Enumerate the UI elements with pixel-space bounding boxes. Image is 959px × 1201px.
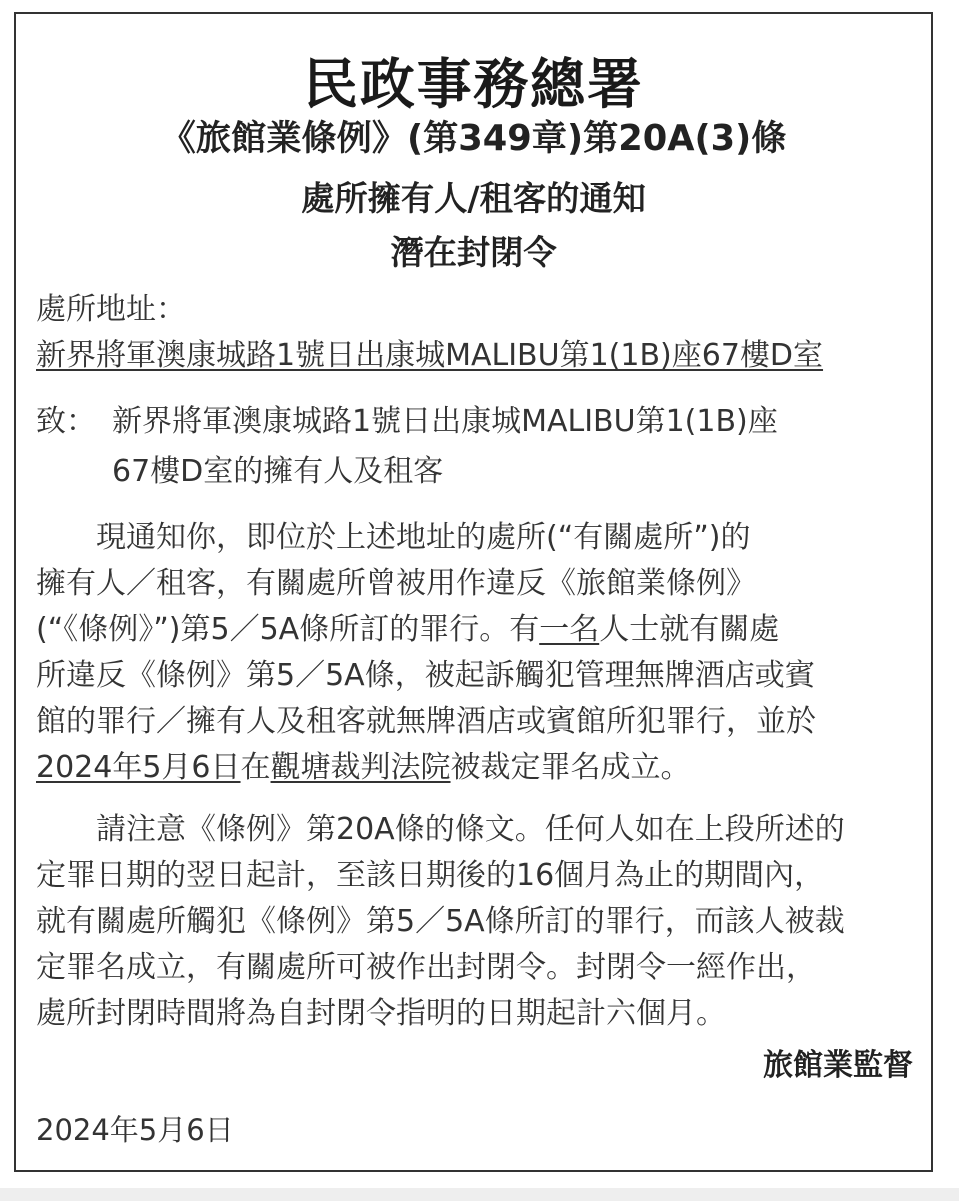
paragraph-line [36, 988, 918, 1034]
text-line: 就有關處所觸犯《條例》第5／5A條所訂的罪行，而該人被裁 [36, 904, 845, 939]
paragraph-line [36, 942, 918, 988]
notice-date: 2024年5月6日 [36, 1113, 234, 1147]
notice-frame [14, 12, 933, 1172]
paragraph-line [36, 804, 918, 850]
conviction-date: 2024年5月6日 [36, 750, 241, 785]
paragraph-closure-order [36, 804, 918, 1034]
paragraph-line [36, 650, 918, 696]
text-line: 館的罪行／擁有人及租客就無牌酒店或賓館所犯罪行，並於 [36, 704, 816, 739]
offender-count: 一名 [539, 612, 600, 647]
paragraph-line [36, 896, 918, 942]
text-line: 被裁定罪名成立。 [450, 750, 691, 785]
paragraph-line [36, 742, 918, 788]
text-line: 定罪日期的翌日起計，至該日期後的16個月為止的期間內， [36, 858, 825, 893]
paragraph-offence [36, 512, 918, 788]
paragraph-line [36, 512, 918, 558]
premises-address: 新界將軍澳康城路1號日出康城MALIBU第1(1B)座67樓D室 [36, 338, 824, 373]
page-bottom-strip [0, 1188, 959, 1201]
paragraph-line [36, 696, 918, 742]
paragraph-line [36, 558, 918, 604]
text-line: 處所封閉時間將為自封閉令指明的日期起計六個月。 [36, 996, 726, 1031]
recipient-label: 致： [36, 404, 96, 439]
text-line: 現通知你，即位於上述地址的處所(“有關處所”)的 [36, 520, 751, 555]
signatory: 旅館業監督 [763, 1048, 913, 1083]
text-line: 定罪名成立，有關處所可被作出封閉令。封閉令一經作出， [36, 950, 816, 985]
text-connector: 在 [240, 750, 271, 785]
text-line: 擁有人／租客，有關處所曾被用作違反《旅館業條例》 [36, 566, 756, 601]
premises-address-label: 處所地址： [36, 292, 186, 327]
notice-subtitle: 潛在封閉令 [390, 233, 557, 272]
text-line: 所違反《條例》第5／5A條，被起訴觸犯管理無牌酒店或賓 [36, 658, 815, 693]
court-name: 觀塘裁判法院 [270, 750, 451, 785]
recipient-line-2: 67樓D室的擁有人及租客 [112, 454, 444, 489]
recipient-line-1: 新界將軍澳康城路1號日出康城MALIBU第1(1B)座 [112, 404, 778, 439]
department-title: 民政事務總署 [303, 52, 644, 116]
paragraph-line [36, 850, 918, 896]
notice-title: 處所擁有人/租客的通知 [301, 179, 646, 218]
paragraph-line [36, 604, 918, 650]
text-line: (“《條例》”)第5／5A條所訂的罪行。有 [36, 612, 540, 647]
ordinance-reference: 《旅館業條例》(第349章)第20A(3)條 [160, 118, 787, 159]
text-line: 人士就有關處 [599, 612, 780, 647]
text-line: 請注意《條例》第20A條的條文。任何人如在上段所述的 [36, 812, 845, 847]
